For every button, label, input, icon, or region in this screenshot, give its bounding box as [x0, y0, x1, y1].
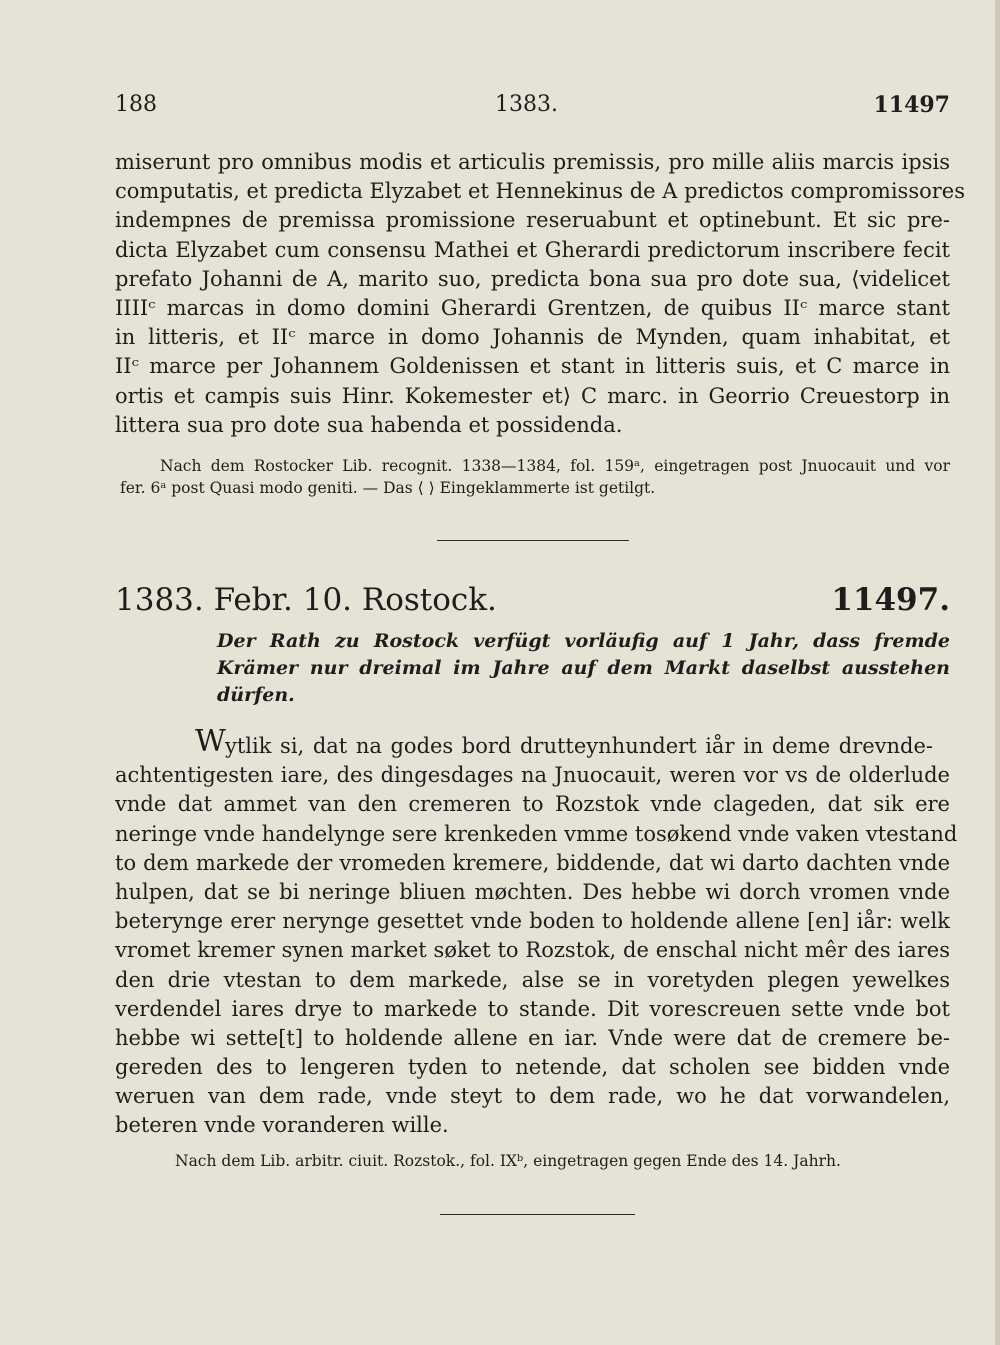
entry-number: 11497. — [831, 582, 950, 618]
text-line: to dem markede der vromeden kremere, biddende, dat wi darto dachten vnde — [115, 850, 950, 875]
text-line: computatis, et predicta Elyzabet et Hennekinus de A predictos compromissores — [115, 179, 965, 204]
text-line: hebbe wi sette[t] to holdende allene en iar. Vnde were dat de cremere be- — [115, 1025, 950, 1050]
text-line: neringe vnde handelynge sere krenkeden vmme tosøkend vnde vaken vtestand — [115, 821, 958, 846]
text-line: littera sua pro dote sua habenda et possidenda. — [115, 412, 623, 437]
drop-cap: W — [195, 724, 226, 759]
section-divider — [437, 540, 629, 541]
summary-line: Der Rath zu Rostock verfügt vorläufig auf 1 Jahr, dass fremde — [217, 630, 950, 652]
text-line: ortis et campis suis Hinr. Kokemester et⟩ C marc. in Georrio Creuestorp in — [115, 383, 950, 408]
text-line: hulpen, dat se bi neringe bliuen møchten. Des hebbe wi dorch vromen vnde — [115, 879, 950, 904]
note-line: Nach dem Lib. arbitr. ciuit. Rozstok., fol. IXᵇ, eingetragen gegen Ende des 14. Jahrh. — [175, 1152, 841, 1170]
source-note-2 — [175, 1150, 950, 1172]
text-line: vromet kremer synen market søket to Rozstok, de enschal nicht mêr des iares — [115, 938, 950, 963]
text-line: beteren vnde voranderen wille. — [115, 1113, 449, 1138]
text-line: gereden des to lengeren tyden to netende, dat scholen see bidden vnde — [115, 1055, 950, 1080]
text-line: achtentigesten iare, des dingesdages na Jnuocauit, weren vor vs de olderlude — [115, 763, 950, 788]
text-line — [115, 724, 950, 761]
entry-date-place: 1383. Febr. 10. Rostock. — [115, 582, 497, 618]
text-line-content: ytlik si, dat na godes bord drutteynhundert iår in deme drevnde- — [225, 734, 933, 758]
source-note-1 — [120, 455, 950, 499]
entry-heading — [115, 582, 950, 622]
text-line: indempnes de premissa promissione reseruabunt et optinebunt. Et sic pre- — [115, 208, 950, 233]
text-line: in litteris, et IIᶜ marce in domo Johannis de Mynden, quam inhabitat, et — [115, 325, 950, 350]
running-document-number: 11497 — [873, 92, 950, 118]
note-line: Nach dem Rostocker Lib. recognit. 1338—1384, fol. 159ᵃ, eingetragen post Jnuocauit und vor — [160, 457, 950, 475]
entry-body — [115, 724, 958, 1141]
text-line: IIIIᶜ marcas in domo domini Gherardi Grentzen, de quibus IIᶜ marce stant — [115, 295, 950, 320]
page-number: 188 — [115, 92, 157, 117]
continued-text — [115, 148, 965, 440]
text-line: dicta Elyzabet cum consensu Mathei et Gherardi predictorum inscribere fecit — [115, 237, 950, 262]
text-line: den drie vtestan to dem markede, alse se in voretyden plegen yewelkes — [115, 967, 950, 992]
note-line: fer. 6ᵃ post Quasi modo geniti. — Das ⟨ ⟩ Eingeklammerte ist getilgt. — [120, 479, 656, 497]
text-line: weruen van dem rade, vnde steyt to dem rade, wo he dat vorwandelen, — [115, 1084, 950, 1109]
running-year: 1383. — [495, 92, 558, 117]
summary-line: Krämer nur dreimal im Jahre auf dem Markt daselbst ausstehen — [217, 657, 950, 679]
section-divider — [440, 1214, 635, 1215]
text-line: prefato Johanni de A, marito suo, predicta bona sua pro dote sua, ⟨videlicet — [115, 266, 950, 291]
text-line: beterynge erer nerynge gesettet vnde boden to holdende allene [en] iår: welk — [115, 909, 950, 934]
text-line: vnde dat ammet van den cremeren to Rozstok vnde clageden, dat sik ere — [115, 792, 950, 817]
text-line: miserunt pro omnibus modis et articulis premissis, pro mille aliis marcis ipsis — [115, 150, 950, 174]
page-edge — [995, 0, 1000, 1345]
summary-line: dürfen. — [217, 684, 295, 706]
entry-summary — [217, 628, 950, 709]
text-line: IIᶜ marce per Johannem Goldenissen et stant in litteris suis, et C marce in — [115, 354, 950, 379]
text-line: verdendel iares drye to markede to stande. Dit vorescreuen sette vnde bot — [115, 996, 950, 1021]
page-header — [115, 92, 950, 126]
